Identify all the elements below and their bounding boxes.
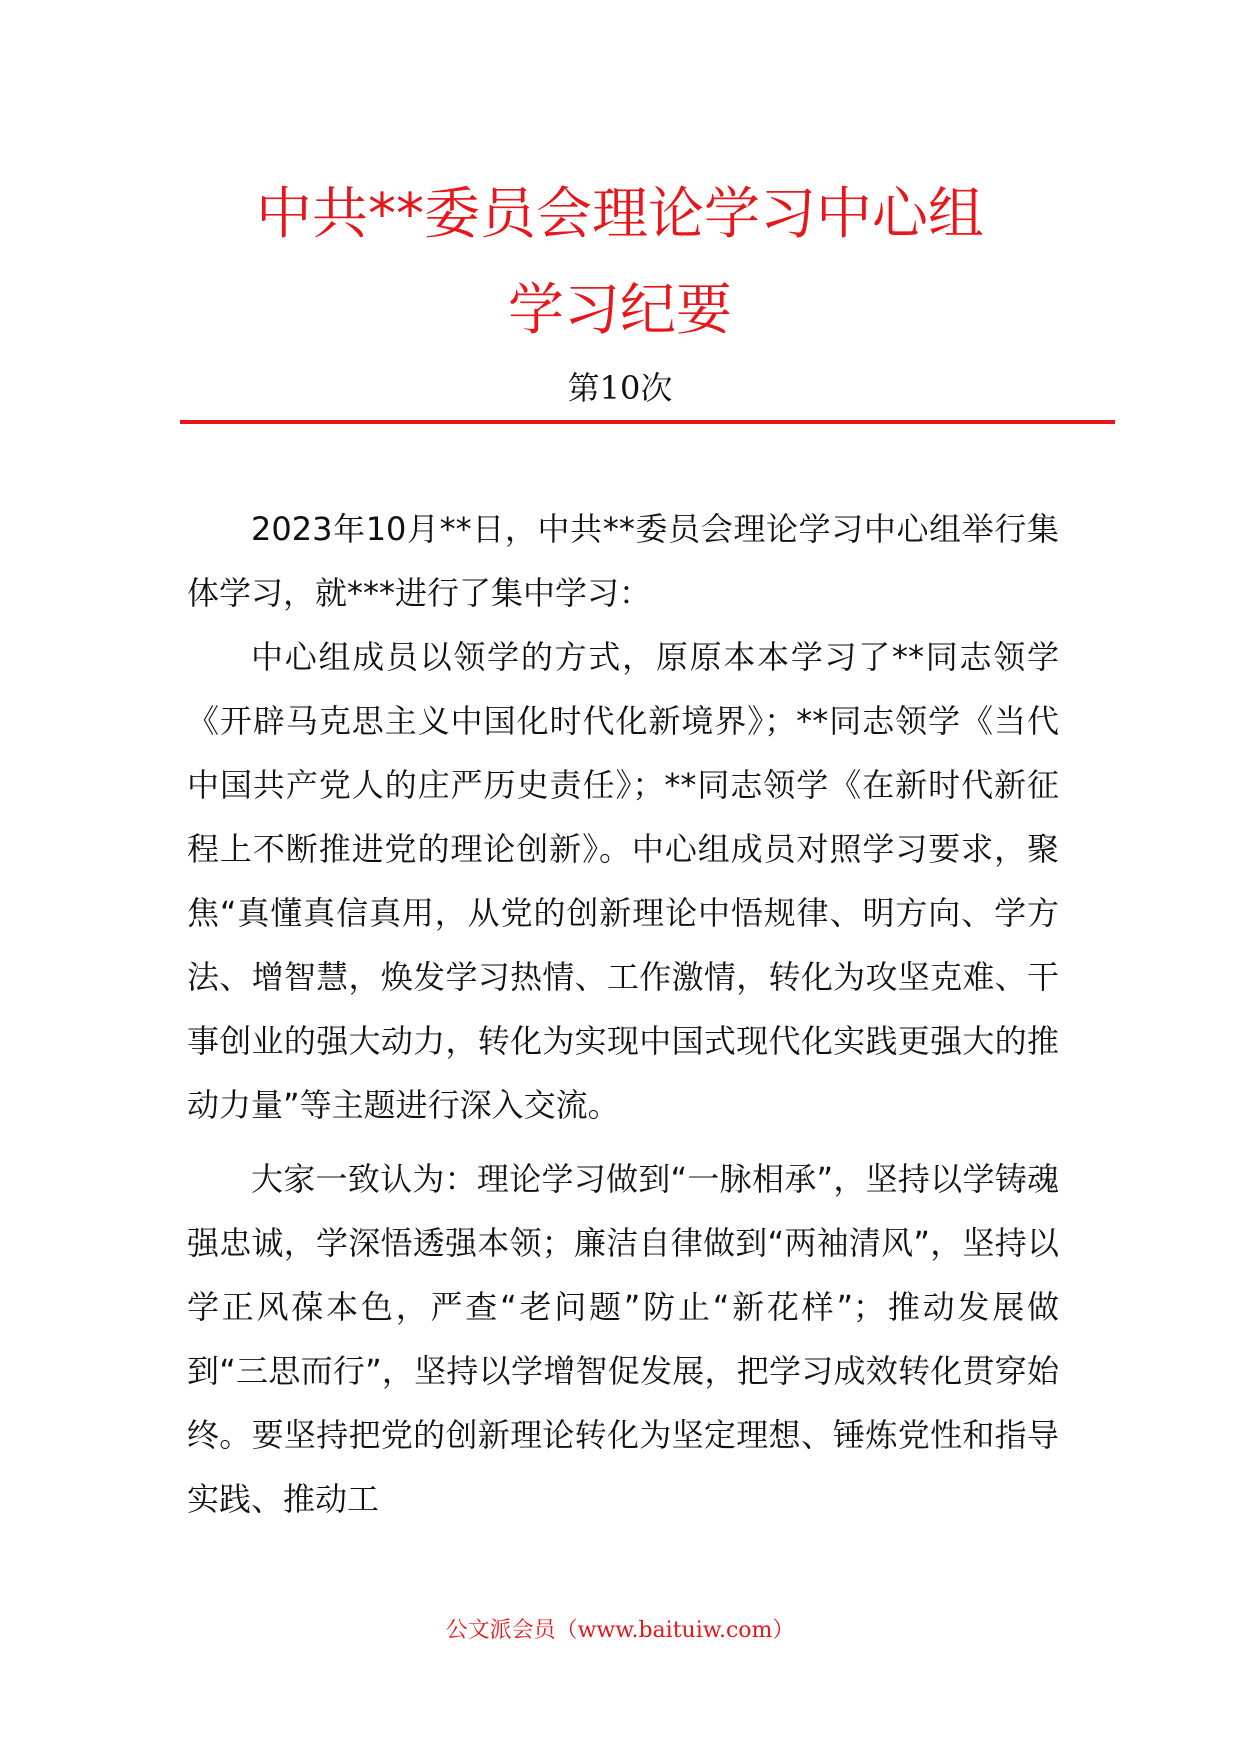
- document-body: [187, 497, 1059, 1531]
- paragraph-study-content: 中心组成员以领学的方式，原原本本学习了**同志领学《开辟马克思主义中国化时代化新境界》；**同志领学《当代中国共产党人的庄严历史责任》；**同志领学《在新时代新征程上不断推进党的理论创新》。中心组成员对照学习要求，聚焦“真懂真信真用，从党的创新理论中悟规律、明方向、学方法、增智慧，焕发学习热情、工作激情，转化为攻坚克难、干事创业的强大动力，转化为实现中国式现代化实践更强大的推动力量”等主题进行深入交流。: [187, 638, 1059, 1124]
- red-divider-rule: [180, 420, 1115, 424]
- footer-watermark: 公文派会员（www.baituiw.com）: [445, 1618, 795, 1643]
- paragraph-consensus: 大家一致认为：理论学习做到“一脉相承”，坚持以学铸魂强忠诚，学深悟透强本领；廉洁自律做到“两袖清风”，坚持以学正风葆本色，严查“老问题”防止“新花样”；推动发展做到“三思而行”，坚持以学增智促发展，把学习成效转化贯穿始终。要坚持把党的创新理论转化为坚定理想、锤炼党性和指导实践、推动工: [187, 1160, 1059, 1518]
- issue-number: 第10次: [567, 369, 673, 407]
- document-title-line-1: 中共**委员会理论学习中心组: [256, 182, 984, 247]
- paragraph-intro: 2023年10月**日，中共**委员会理论学习中心组举行集体学习，就***进行了集中学习：: [187, 510, 1059, 612]
- document-title-line-2: 学习纪要: [508, 278, 732, 343]
